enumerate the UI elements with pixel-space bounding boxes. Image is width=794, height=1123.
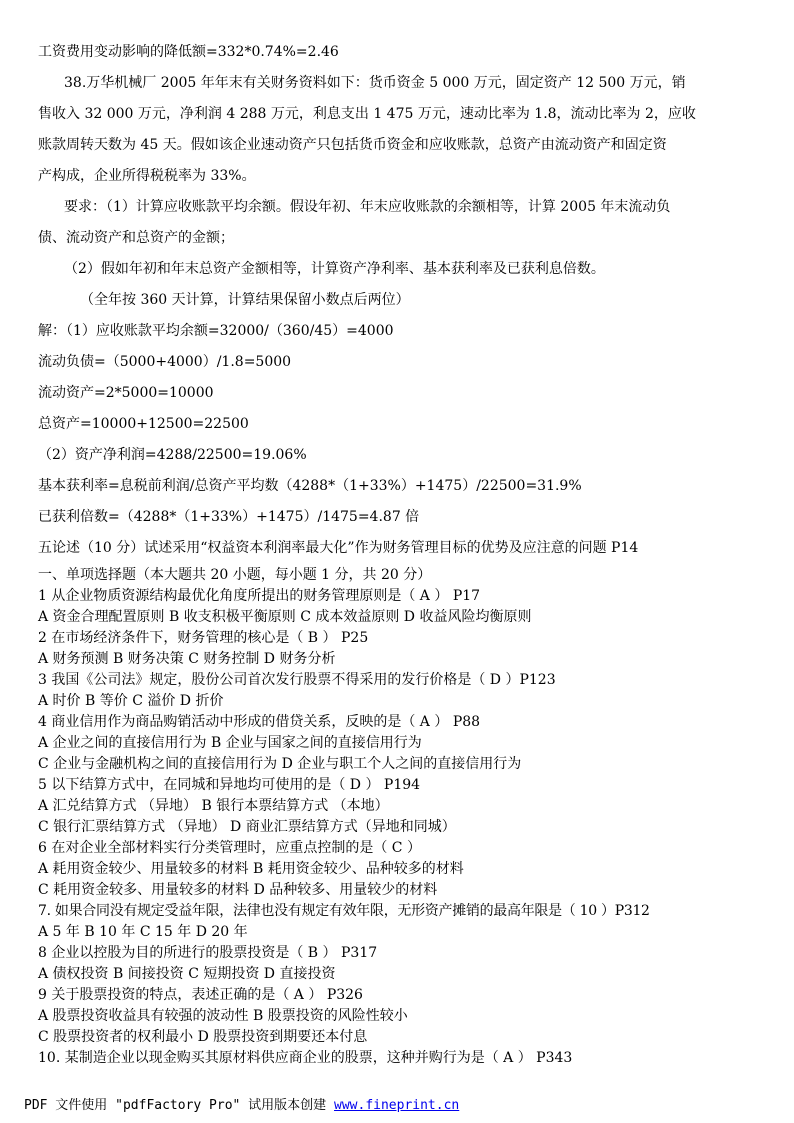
- question-line: 5 以下结算方式中，在同城和异地均可使用的是（ D ） P194: [38, 777, 421, 793]
- question-line: 9 关于股票投资的特点，表述正确的是（ A ） P326: [38, 987, 363, 1003]
- question-line: 8 企业以控股为目的所进行的股票投资是（ B ） P317: [38, 945, 378, 961]
- answer-line: 基本获利率=息税前利润/总资产平均数（4288*（1+33%）+1475）/22500=31.9%: [38, 478, 582, 494]
- answer-line: （2）资产净利润=4288/22500=19.06%: [38, 447, 307, 463]
- answer-line: 流动负债=（5000+4000）/1.8=5000: [38, 354, 292, 370]
- question-line: 4 商业信用作为商品购销活动中形成的借贷关系，反映的是（ A ） P88: [38, 714, 481, 730]
- question-38-line: 38.万华机械厂 2005 年年末有关财务资料如下：货币资金 5 000 万元，固定资产 12 500 万元，销: [64, 75, 686, 91]
- option-line: A 耗用资金较少、用量较多的材料 B 耗用资金较少、品种较多的材料: [38, 861, 464, 877]
- note-line: （全年按 360 天计算，计算结果保留小数点后两位）: [80, 292, 410, 308]
- text-line: 产构成，企业所得税税率为 33%。: [38, 168, 256, 184]
- requirement-line: 要求：（1）计算应收账款平均余额。假设年初、年末应收账款的余额相等，计算 2005 年末流动负: [64, 199, 671, 215]
- answer-line: 流动资产=2*5000=10000: [38, 385, 214, 401]
- option-line: C 耗用资金较多、用量较多的材料 D 品种较多、用量较少的材料: [38, 882, 438, 898]
- question-line: 10. 某制造企业以现金购买其原材料供应商企业的股票，这种并购行为是（ A ） P343: [38, 1050, 573, 1066]
- text-line: 售收入 32 000 万元，净利润 4 288 万元，利息支出 1 475 万元，速动比率为 1.8，流动比率为 2，应收: [38, 106, 696, 122]
- question-line: 6 在对企业全部材料实行分类管理时，应重点控制的是（ C ）: [38, 840, 421, 856]
- footer-text: PDF 文件使用 "pdfFactory Pro" 试用版本创建: [24, 1098, 335, 1113]
- text-line: 债、流动资产和总资产的金额；: [38, 230, 234, 246]
- option-line: A 企业之间的直接信用行为 B 企业与国家之间的直接信用行为: [38, 735, 422, 751]
- option-line: A 时价 B 等价 C 溢价 D 折价: [38, 693, 224, 709]
- question-line: 1 从企业物质资源结构最优化角度所提出的财务管理原则是（ A ） P17: [38, 588, 481, 604]
- option-line: A 5 年 B 10 年 C 15 年 D 20 年: [38, 924, 248, 940]
- question-line: 3 我国《公司法》规定，股份公司首次发行股票不得采用的发行价格是（ D ）P123: [38, 672, 556, 688]
- option-line: C 银行汇票结算方式 （异地） D 商业汇票结算方式（异地和同城）: [38, 819, 456, 835]
- option-line: A 债权投资 B 间接投资 C 短期投资 D 直接投资: [38, 966, 336, 982]
- text-line: 账款周转天数为 45 天。假如该企业速动资产只包括货币资金和应收账款，总资产由流动资产和固定资: [38, 137, 667, 153]
- option-line: C 股票投资者的权利最小 D 股票投资到期要还本付息: [38, 1029, 368, 1045]
- answer-line: 总资产=10000+12500=22500: [38, 416, 249, 432]
- footer-link[interactable]: www.fineprint.cn: [334, 1098, 460, 1113]
- text-line: 工资费用变动影响的降低额=332*0.74%=2.46: [38, 44, 339, 60]
- essay-question-line: 五论述（10 分）试述采用“权益资本利润率最大化”作为财务管理目标的优势及应注意的问题 P14: [38, 540, 639, 556]
- answer-line: 已获利倍数=（4288*（1+33%）+1475）/1475=4.87 倍: [38, 509, 420, 525]
- question-line: 7. 如果合同没有规定受益年限，法律也没有规定有效年限，无形资产摊销的最高年限是（ 10 ）P312: [38, 903, 650, 919]
- option-line: A 股票投资收益具有较强的波动性 B 股票投资的风险性较小: [38, 1008, 408, 1024]
- answer-line: 解：（1）应收账款平均余额=32000/（360/45）=4000: [38, 323, 394, 339]
- section-heading: 一、单项选择题（本大题共 20 小题，每小题 1 分，共 20 分）: [38, 567, 432, 583]
- option-line: A 资金合理配置原则 B 收支积极平衡原则 C 成本效益原则 D 收益风险均衡原则: [38, 609, 532, 625]
- requirement-line: （2）假如年初和年末总资产金额相等，计算资产净利率、基本获利率及已获利息倍数。: [64, 261, 605, 277]
- pdf-footer: [24, 1094, 459, 1113]
- option-line: C 企业与金融机构之间的直接信用行为 D 企业与职工个人之间的直接信用行为: [38, 756, 522, 772]
- option-line: A 财务预测 B 财务决策 C 财务控制 D 财务分析: [38, 651, 336, 667]
- option-line: A 汇兑结算方式 （异地） B 银行本票结算方式 （本地）: [38, 798, 389, 814]
- question-line: 2 在市场经济条件下，财务管理的核心是（ B ） P25: [38, 630, 369, 646]
